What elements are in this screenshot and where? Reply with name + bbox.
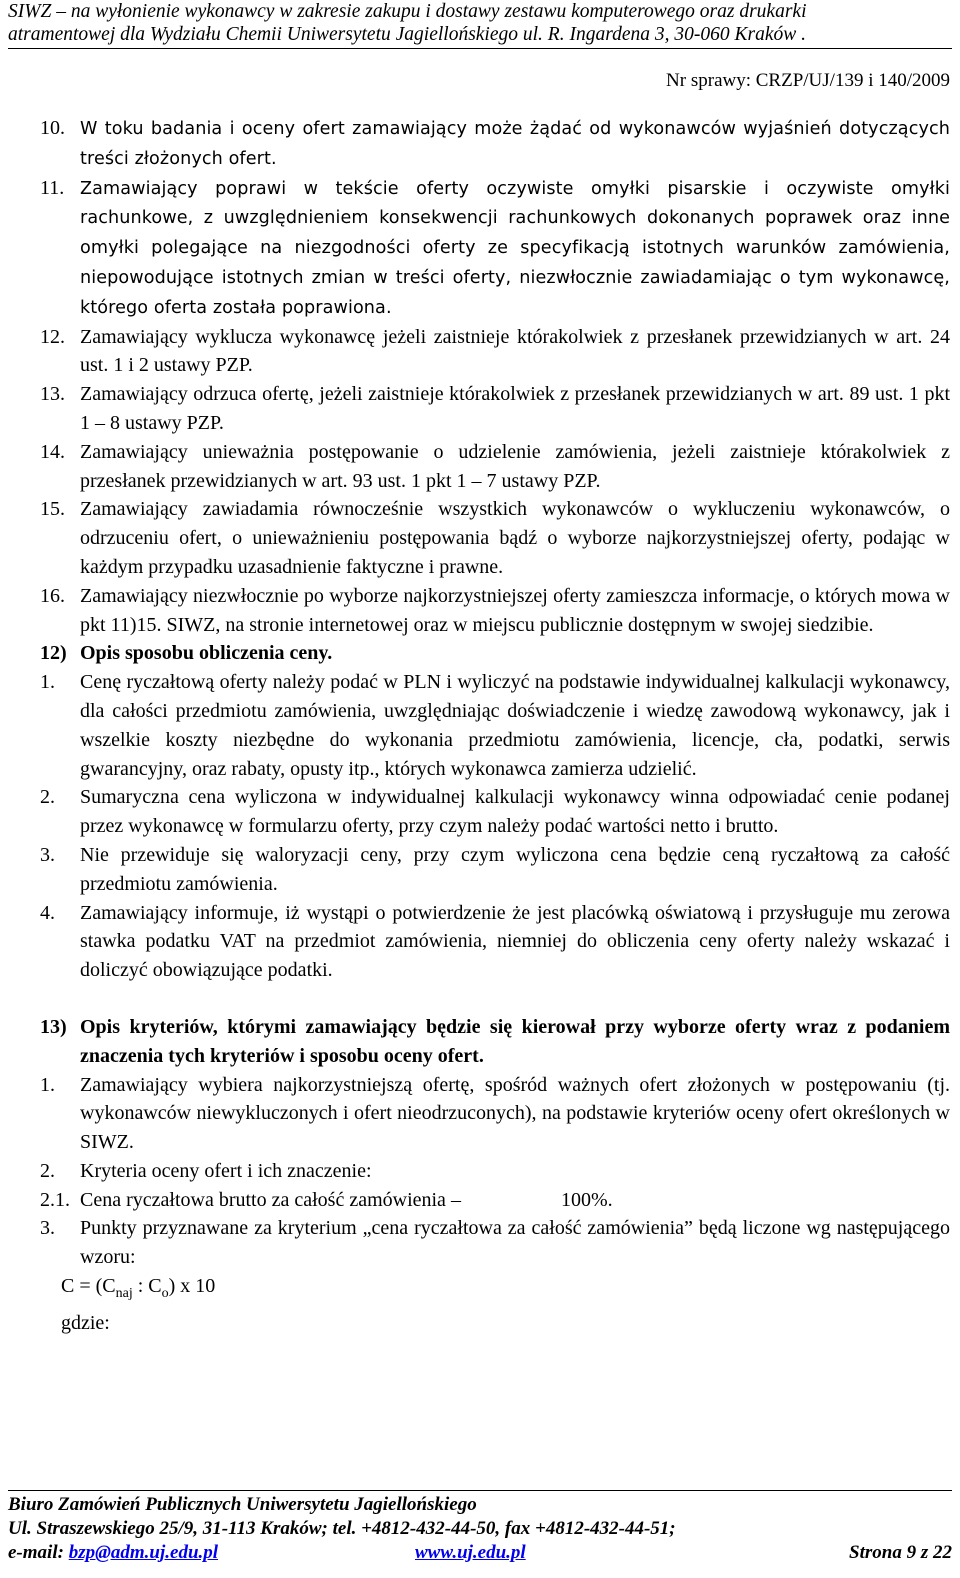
email-label: e-mail: xyxy=(8,1542,64,1563)
document-header xyxy=(8,0,952,49)
section-13-item-1: 1. Zamawiający wybiera najkorzystniejszą ofertę, spośród ważnych ofert złożonych w postępowaniu (tj. wykonawców niewykluczonych i ofert nieodrzuconych), na podstawie kryteriów oceny ofert określonych w SIWZ. xyxy=(40,1073,950,1154)
list-item-10: 10. W toku badania i oceny ofert zamawiający może żądać od wykonawców wyjaśnień dotyczących treści złożonych ofert. xyxy=(40,117,950,169)
section-12-item-3: 3. Nie przewiduje się waloryzacji ceny, przy czym wyliczona cena będzie ceną ryczałtową za całość przedmiotu zamówienia. xyxy=(40,843,950,895)
list-item-14: 14. Zamawiający unieważnia postępowanie o udzielenie zamówienia, jeżeli zaistnieje którakolwiek z przesłanek przewidzianych w art. 93 ust. 1 pkt 1 – 7 ustawy PZP. xyxy=(40,440,950,492)
page-number: Strona 9 z 22 xyxy=(849,1542,952,1563)
section-13-item-3: 3. Punkty przyznawane za kryterium „cena ryczałtowa za całość zamówienia” będą liczone wg następującego wzoru: xyxy=(40,1217,950,1269)
section-12-item-1: 1. Cenę ryczałtową oferty należy podać w PLN i wyliczyć na podstawie indywidualnej kalkulacji wykonawcy, dla całości przedmiotu zamówienia, uwzględniając doświadczenie i wiedzę zawodową wykonawcy, jak i wszelkie koszty niezbędne do wykonania przedmiotu zamówienia, licencje, cła, podatki, serwis gwarancyjny, oraz rabaty, opusty itp., których wykonawca zamierza udzielić. xyxy=(40,671,950,780)
website-link[interactable]: www.uj.edu.pl xyxy=(415,1542,526,1563)
section-12-heading: 12) Opis sposobu obliczenia ceny. xyxy=(40,642,333,665)
header-line-2: atramentowej dla Wydziału Chemii Uniwersytetu Jagiellońskiego ul. R. Ingardena 3, 30-060 Kraków . xyxy=(8,24,806,45)
list-item-11: 11. Zamawiający poprawi w tekście oferty oczywiste omyłki pisarskie i oczywiste omyłki rachunkowe, z uwzględnieniem konsekwencji rachunkowych dokonanych poprawek oraz inne omyłki polegające na niezgodności oferty ze specyfikacją istotnych warunków zamówienia, niepowodujące istotnych zmian w treści oferty, niezwłocznie zawiadamiając o tym wykonawcę, którego oferta została poprawiona. xyxy=(40,176,950,318)
formula-where-label: gdzie: xyxy=(61,1311,110,1334)
section-12-item-2: 2. Sumaryczna cena wyliczona w indywidualnej kalkulacji wykonawcy winna odpowiadać cenie podanej przez wykonawcę w formularzu oferty, przy czym należy podać wartości netto i brutto. xyxy=(40,786,950,838)
list-item-13: 13. Zamawiający odrzuca ofertę, jeżeli zaistnieje którakolwiek z przesłanek przewidzianych w art. 89 ust. 1 pkt 1 – 8 ustawy PZP. xyxy=(40,383,950,434)
footer-office: Biuro Zamówień Publicznych Uniwersytetu Jagiellońskiego xyxy=(8,1494,477,1515)
section-13-heading: 13) Opis kryteriów, którymi zamawiający będzie się kierował przy wyborze oferty wraz z podaniem znaczenia tych kryteriów i sposobu oceny ofert. xyxy=(40,1015,950,1067)
footer-contact-row xyxy=(8,1541,952,1565)
document-footer xyxy=(8,1490,952,1565)
weight-value: 100%. xyxy=(560,1188,613,1211)
email-link[interactable]: bzp@adm.uj.edu.pl xyxy=(68,1542,219,1563)
section-12-item-4: 4. Zamawiający informuje, iż wystąpi o potwierdzenie że jest placówką oświatową i przysługuje mu zerowa stawka podatku VAT na przedmiot zamówienia, niemniej do obliczenia ceny oferty należy wskazać i doliczyć obowiązujące podatki. xyxy=(40,901,950,982)
case-number: Nr sprawy: CRZP/UJ/139 i 140/2009 xyxy=(666,70,950,91)
price-formula: $C = (C_{naj}$ : $C_o$) x 10 xyxy=(61,1275,216,1302)
spacer xyxy=(40,985,950,1013)
section-13-item-2: 2. Kryteria oceny ofert i ich znaczenie: xyxy=(40,1159,372,1182)
section-13-item-2-1: 2.1. Cena ryczałtowa brutto za całość zamówienia – 100%. xyxy=(40,1186,950,1215)
footer-address: Ul. Straszewskiego 25/9, 31-113 Kraków; tel. +4812-432-44-50, fax +4812-432-44-51; xyxy=(8,1518,676,1539)
document-body xyxy=(40,114,950,1338)
list-item-12: 12. Zamawiający wyklucza wykonawcę jeżeli zaistnieje którakolwiek z przesłanek przewidzianych w art. 24 ust. 1 i 2 ustawy PZP. xyxy=(40,325,950,377)
list-item-15: 15. Zamawiający zawiadamia równocześnie wszystkich wykonawców o wykluczeniu wykonawców, o odrzuceniu ofert, o unieważnieniu postępowania bądź o wyborze najkorzystniejszej oferty, podając w każdym przypadku uzasadnienie faktyczne i prawne. xyxy=(40,498,950,578)
list-item-16: 16. Zamawiający niezwłocznie po wyborze najkorzystniejszej oferty zamieszcza informacje, o których mowa w pkt 11)15. SIWZ, na stronie internetowej oraz w miejscu publicznie dostępnym w swojej siedzibie. xyxy=(40,584,950,636)
header-line-1: SIWZ – na wyłonienie wykonawcy w zakresie zakupu i dostawy zestawu komputerowego oraz drukarki xyxy=(8,1,807,22)
